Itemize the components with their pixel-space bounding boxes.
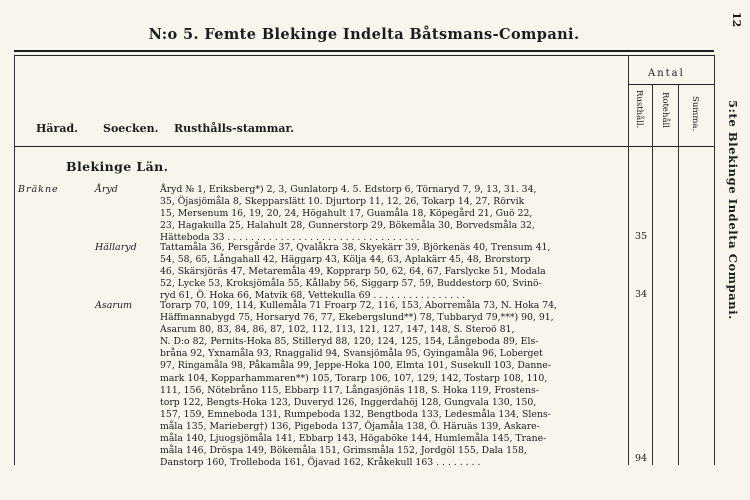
page-number: 12	[730, 12, 743, 28]
lan-heading: Blekinge Län.	[66, 159, 169, 174]
page-title: N:o 5. Femte Blekinge Indelta Båtsmans-Compani.	[148, 26, 580, 43]
list-line: torp 122, Bengts-Hoka 123, Duveryd 126, Inggerdahöj 128, Gungvala 130, 150,	[160, 396, 537, 408]
list-line: måla 146, Dröspa 149, Bökemåla 151, Grimsmåla 152, Jordgöl 155, Dala 158,	[160, 445, 527, 457]
rusthall-subheader: Rusthåll.	[634, 90, 644, 129]
list-line: 54, 58, 65, Långahall 42, Häggarp 43, Kölja 44, 63, Aplakärr 45, 48, Brorstorp	[160, 254, 531, 266]
list-line: Danstorp 160, Trolleboda 161, Öjavad 162, Kråkekull 163 . . . . . . . .	[160, 457, 481, 469]
header-bottom-rule	[14, 146, 714, 147]
header-top-rule-thin	[14, 55, 714, 56]
socken-label-aryd: Åryd	[95, 184, 118, 195]
list-line: 52, Lycke 53, Kroksjömåla 55, Kållaby 56, Siggarp 57, 59, Buddestorp 60, Svinö-	[160, 278, 542, 290]
list-line: mark 104, Kopparhammaren**) 105, Torarp 106, 107, 129, 142, Tostarp 108, 110,	[160, 372, 548, 384]
count-aryd: 35	[635, 231, 648, 242]
column-divider-rusthall	[628, 55, 629, 465]
list-line: måla 140, Ljuogsjömåla 141, Ebbarp 143, Högaböke 144, Humlemåla 145, Trane-	[160, 433, 547, 445]
list-line: Tattamåla 36, Persgårde 37, Qvalåkra 38, Skyekärr 39, Björkenäs 40, Trensum 41,	[160, 242, 551, 253]
list-line: Hätteboda 33 . . . . . . . . . . . . . . . . . . . . . . . . . . . . . . . . .	[160, 232, 420, 244]
column-divider-left	[14, 55, 15, 465]
header-top-rule	[14, 50, 714, 52]
list-line: 35, Öjasjömåla 8, Skepparslätt 10. Djurtorp 11, 12, 26, Tokarp 14, 27, Rörvik	[160, 196, 525, 208]
rusthall-column-header: Rusthålls-stammar.	[174, 122, 295, 135]
socken-label-hallaryd: Hällaryd	[95, 242, 137, 253]
rusthall-list-aryd	[160, 184, 616, 244]
list-line: måla 135, Marieberg†) 136, Pigeboda 137, Öjamåla 138, Ö. Häruäs 139, Askare-	[160, 420, 540, 432]
antal-rule	[628, 84, 714, 85]
harad-label: Bräkne	[18, 184, 59, 195]
list-line: 111, 156, Nötebråno 115, Ebbarp 117, Långasjönäs 118, S. Hoka 119, Frostens-	[160, 384, 539, 396]
summa-subheader: Summa.	[690, 96, 700, 132]
column-divider-summa	[678, 84, 679, 465]
list-line: 46, Skärsjöräs 47, Metaremåla 49, Kopprarp 50, 62, 64, 67, Farslycke 51, Modala	[160, 266, 546, 278]
list-line: N. D:o 82, Pernits-Hoka 85, Stilleryd 88, 120, 124, 125, 154, Långeboda 89, Els-	[160, 336, 539, 348]
socken-column-header: Soecken.	[103, 122, 159, 135]
list-line: 157, 159, Emneboda 131, Rumpeboda 132, Bengtboda 133, Ledesmåla 134, Slens-	[160, 408, 551, 420]
column-divider-right	[714, 55, 715, 465]
list-line: 23, Hagakulla 25, Halahult 28, Gunnerstorp 29, Bökemåla 30, Borvedsmåla 32,	[160, 220, 535, 232]
list-line: 97, Ringamåla 98, Påkamåla 99, Jeppe-Hoka 100, Elmta 101, Susekull 103, Danne-	[160, 360, 552, 372]
socken-label-asarum: Asarum	[95, 300, 133, 311]
column-divider-rotehall	[652, 84, 653, 465]
rusthall-list-hallaryd	[160, 242, 616, 302]
rotehall-subheader: Rotehåll	[660, 92, 670, 128]
list-line: bråna 92, Yxnamåla 93, Rnaggalid 94, Svansjömåla 95, Gyingamåla 96, Loberget	[160, 348, 543, 360]
list-line: Torarp 70, 109, 114, Kullemåla 71 Froarp 72, 116, 153, Aborremåla 73, N. Hoka 74,	[160, 300, 557, 311]
list-line: Asarum 80, 83, 84, 86, 87, 102, 112, 113, 121, 127, 147, 148, S. Steroö 81,	[160, 324, 515, 336]
antal-header: Antal	[648, 68, 685, 79]
count-asarum: 94	[635, 453, 648, 464]
harad-column-header: Härad.	[36, 122, 78, 135]
list-line: Häffmannabygd 75, Horsaryd 76, 77, Ekebergslund**) 78, Tubbaryd 79,***) 90, 91,	[160, 312, 554, 324]
list-line: Åryd № 1, Eriksberg*) 2, 3, Gunlatorp 4. 5. Edstorp 6, Törnaryd 7, 9, 13, 31. 34,	[160, 184, 537, 195]
side-title: 5:te Blekinge Indelta Compani.	[726, 100, 740, 320]
rusthall-list-asarum	[160, 300, 616, 469]
list-line: ryd 61, Ö. Hoka 66, Matvik 68, Vettekulla 69 . . . . . . . . . . . . . . . .	[160, 290, 466, 302]
count-hallaryd: 34	[635, 289, 648, 300]
list-line: 15, Mersenum 16, 19, 20, 24, Högahult 17, Guamåla 18, Köpegård 21, Guö 22,	[160, 208, 533, 220]
